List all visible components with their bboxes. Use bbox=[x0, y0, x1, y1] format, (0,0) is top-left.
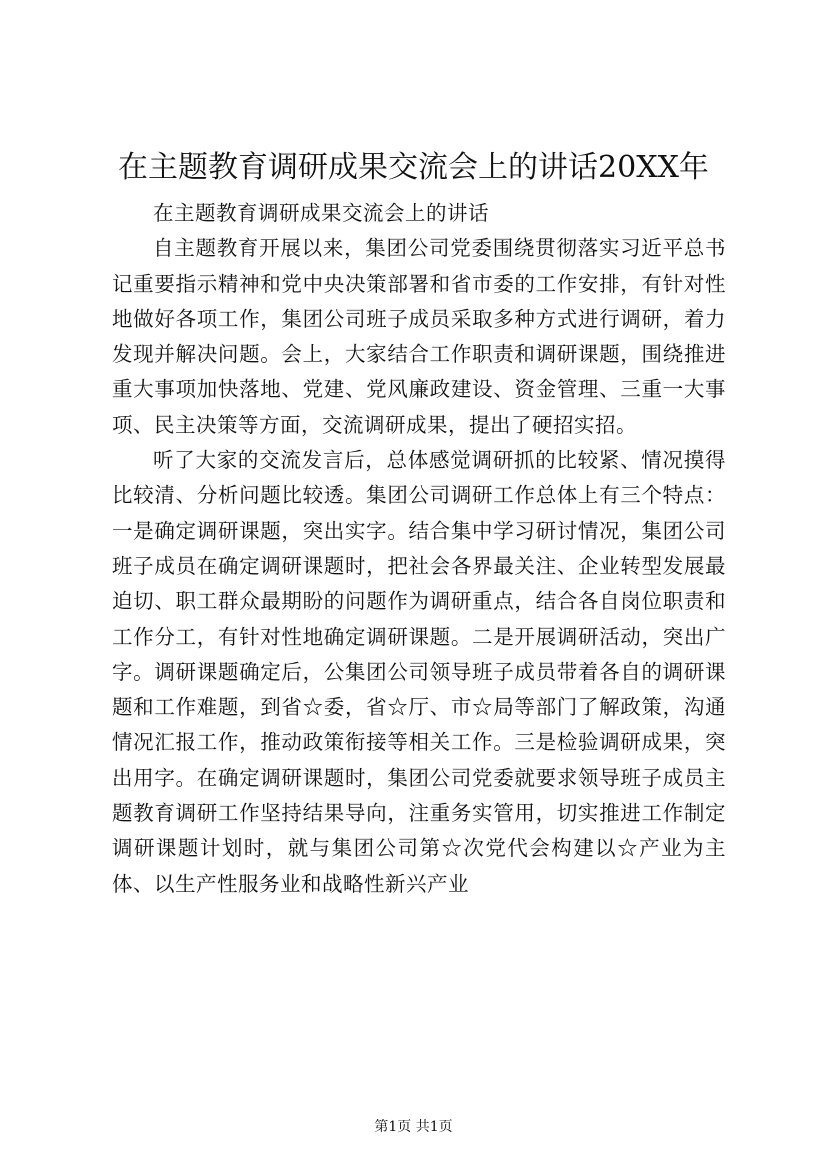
document-subtitle: 在主题教育调研成果交流会上的讲话 bbox=[153, 201, 489, 225]
paragraph-1: 自主题教育开展以来，集团公司党委围绕贯彻落实习近平总书记重要指示精神和党中央决策部署和省市委的工作安排，有针对性地做好各项工作，集团公司班子成员采取多种方式进行调研，着力发现并解决问题。会上，大家结合工作职责和调研课题，围绕推进重大事项加快落地、党建、党风廉政建设、资金管理、三重一大事项、民主决策等方面，交流调研成果，提出了硬招实招。 bbox=[112, 236, 726, 437]
page-footer: 第1页 共1页 bbox=[374, 1119, 453, 1135]
paragraph-2: 听了大家的交流发言后，总体感觉调研抓的比较紧、情况摸得比较清、分析问题比较透。集团公司调研工作总体上有三个特点：一是确定调研课题，突出实字。结合集中学习研讨情况，集团公司班子成员在确定调研课题时，把社会各界最关注、企业转型发展最迫切、职工群众最期盼的问题作为调研重点，结合各自岗位职责和工作分工，有针对性地确定调研课题。二是开展调研活动，突出广字。调研课题确定后，公集团公司领导班子成员带着各自的调研课题和工作难题，到省☆委，省☆厅、市☆局等部门了解政策，沟通情况汇报工作，推动政策衔接等相关工作。三是检验调研成果，突出用字。在确定调研课题时，集团公司党委就要求领导班子成员主题教育调研工作坚持结果导向，注重务实管用，切实推进工作制定调研课题计划时，就与集团公司第☆次党代会构建以☆产业为主体、以生产性服务业和战略性新兴产业 bbox=[112, 448, 726, 896]
document-title: 在主题教育调研成果交流会上的讲话20XX年 bbox=[118, 150, 709, 185]
document-body bbox=[112, 196, 726, 902]
